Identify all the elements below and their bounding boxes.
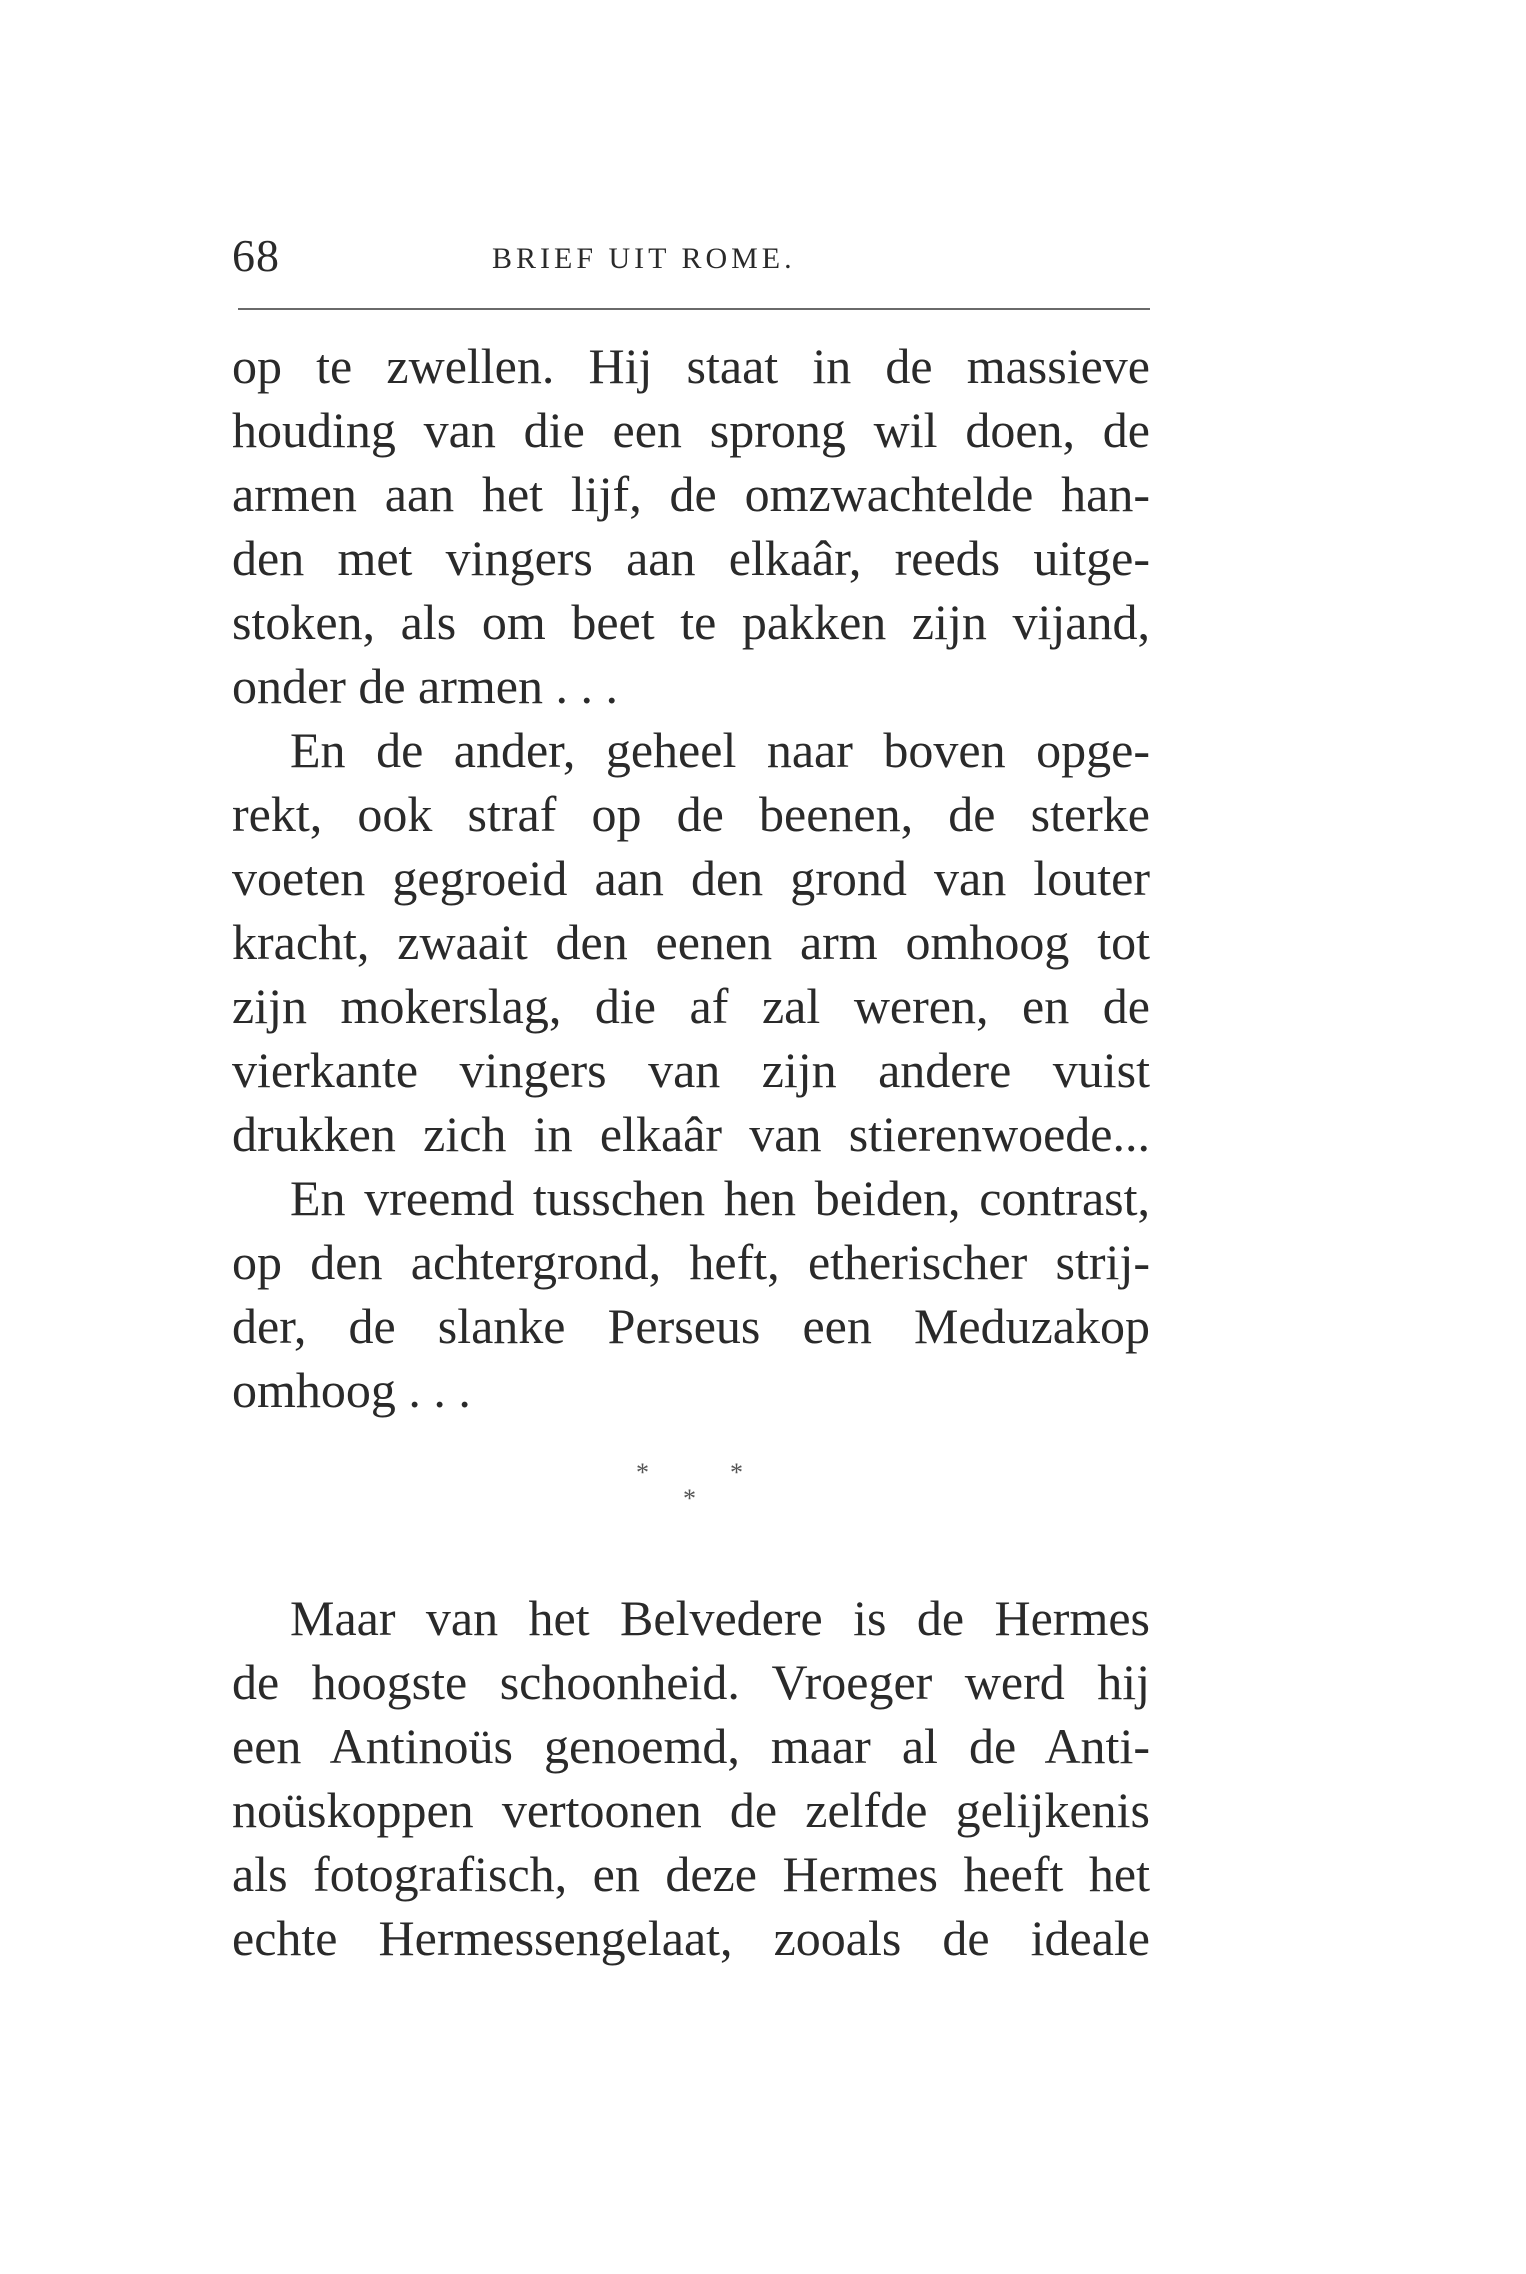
section-break bbox=[620, 1458, 780, 1528]
text-line: onder de armen . . . bbox=[232, 658, 618, 714]
text-line: En de ander, geheel naar boven opge- bbox=[290, 722, 1150, 778]
page-number: 68 bbox=[232, 230, 280, 281]
asterisk-icon: * bbox=[636, 1458, 649, 1487]
text-line: rekt, ook straf op de beenen, de sterke bbox=[232, 786, 1150, 842]
running-title: BRIEF UIT ROME. bbox=[492, 242, 796, 275]
text-line: kracht, zwaait den eenen arm omhoog tot bbox=[232, 914, 1150, 970]
asterisk-icon: * bbox=[730, 1458, 743, 1487]
text-line: armen aan het lijf, de omzwachtelde han- bbox=[232, 466, 1150, 522]
text-line: omhoog . . . bbox=[232, 1362, 471, 1418]
text-line: der, de slanke Perseus een Meduzakop bbox=[232, 1298, 1150, 1354]
header-rule bbox=[238, 308, 1150, 310]
text-line: de hoogste schoonheid. Vroeger werd hij bbox=[232, 1654, 1150, 1710]
text-line: echte Hermessengelaat, zooals de ideale bbox=[232, 1910, 1150, 1966]
text-line: voeten gegroeid aan den grond van louter bbox=[232, 850, 1150, 906]
text-line: op den achtergrond, heft, etherischer strij- bbox=[232, 1234, 1150, 1290]
text-line: zijn mokerslag, die af zal weren, en de bbox=[232, 978, 1150, 1034]
text-line: op te zwellen. Hij staat in de massieve bbox=[232, 338, 1150, 394]
text-line: drukken zich in elkaâr van stierenwoede... bbox=[232, 1106, 1150, 1162]
asterisk-icon: * bbox=[683, 1484, 696, 1513]
text-line: een Antinoüs genoemd, maar al de Anti- bbox=[232, 1718, 1150, 1774]
page-header bbox=[232, 228, 1152, 284]
text-line: noüskoppen vertoonen de zelfde gelijkenis bbox=[232, 1782, 1150, 1838]
text-line: als fotografisch, en deze Hermes heeft het bbox=[232, 1846, 1150, 1902]
text-line: houding van die een sprong wil doen, de bbox=[232, 402, 1150, 458]
text-line: En vreemd tusschen hen beiden, contrast, bbox=[290, 1170, 1150, 1226]
text-line: Maar van het Belvedere is de Hermes bbox=[290, 1590, 1150, 1646]
text-line: stoken, als om beet te pakken zijn vijand, bbox=[232, 594, 1150, 650]
text-line: den met vingers aan elkaâr, reeds uitge- bbox=[232, 530, 1150, 586]
text-line: vierkante vingers van zijn andere vuist bbox=[232, 1042, 1150, 1098]
